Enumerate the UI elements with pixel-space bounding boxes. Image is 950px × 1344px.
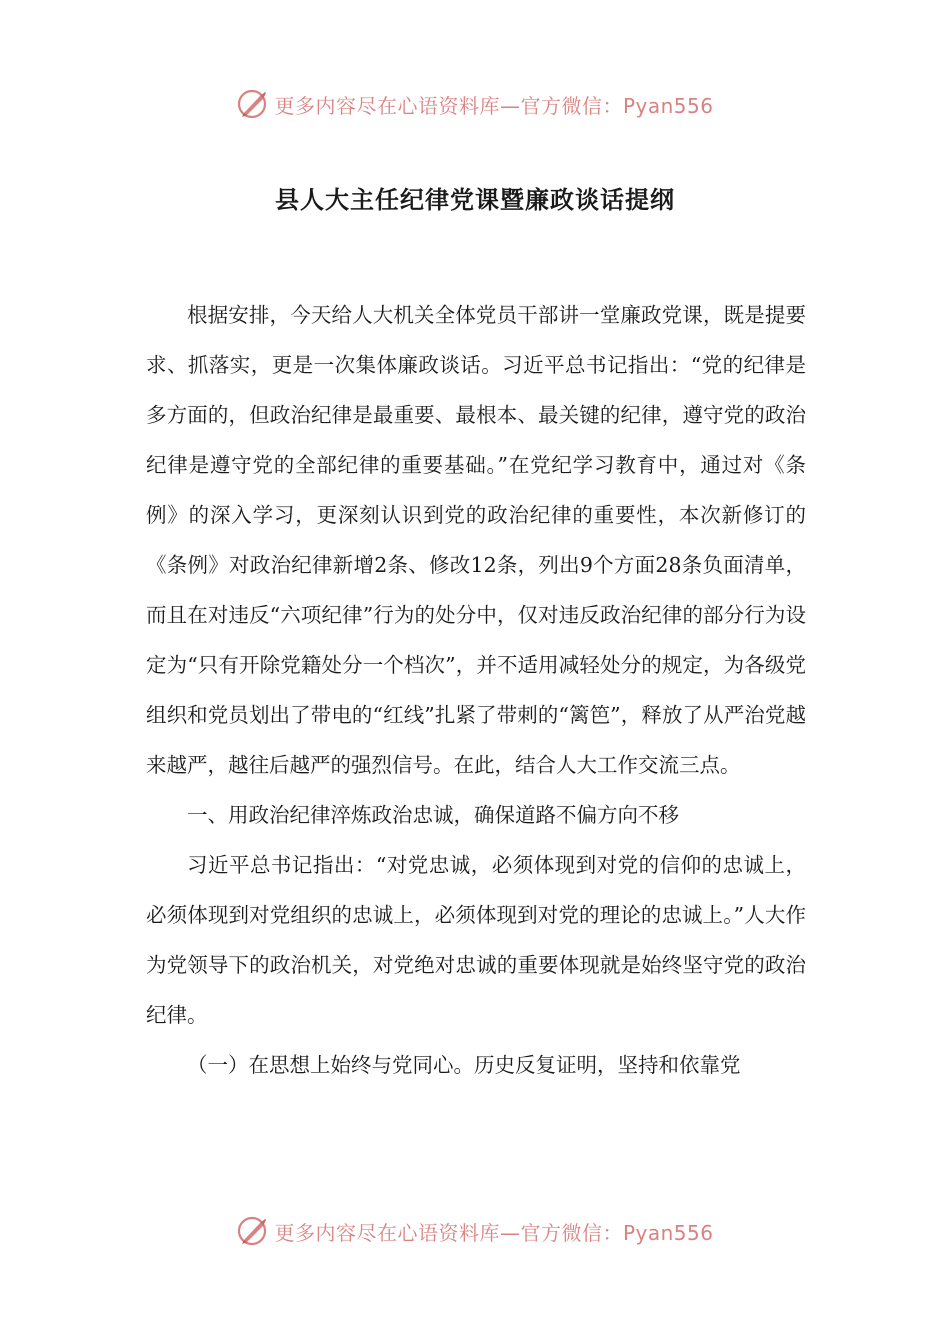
watermark-text: 更多内容尽在心语资料库—官方微信：Pyan556 (274, 93, 714, 118)
document-title: 县人大主任纪律党课暨廉政谈话提纲 (275, 185, 675, 214)
body-paragraph: 习近平总书记指出：“对党忠诚，必须体现到对党的信仰的忠诚上，必须体现到对党组织的忠诚上，必须体现到对党的理论的忠诚上。”人大作为党领导下的政治机关，对党绝对忠诚的重要体现就是始终坚守党的政治纪律。 (146, 853, 806, 1027)
body-paragraph: 根据安排，今天给人大机关全体党员干部讲一堂廉政党课，既是提要求、抓落实，更是一次集体廉政谈话。习近平总书记指出：“党的纪律是多方面的，但政治纪律是最重要、最根本、最关键的纪律，遵守党的政治纪律是遵守党的全部纪律的重要基础。”在党纪学习教育中，通过对《条例》的深入学习，更深刻认识到党的政治纪律的重要性，本次新修订的《条例》对政治纪律新增2条、修改12条，列出9个方面28条负面清单，而且在对违反“六项纪律”行为的处分中，仅对违反政治纪律的部分行为设定为“只有开除党籍处分一个档次”，并不适用减轻处分的规定，为各级党组织和党员划出了带电的“红线”扎紧了带刺的“篱笆”，释放了从严治党越来越严，越往后越严的强烈信号。在此，结合人大工作交流三点。 (146, 303, 806, 777)
pen-logo-icon (236, 1214, 270, 1248)
subsection-paragraph: （一）在思想上始终与党同心。历史反复证明，坚持和依靠党 (187, 1053, 741, 1077)
footer-watermark (0, 1211, 950, 1251)
header-watermark (0, 84, 950, 124)
watermark-text: 更多内容尽在心语资料库—官方微信：Pyan556 (274, 1220, 714, 1245)
document-body (146, 290, 806, 1090)
section-heading: 一、用政治纪律淬炼政治忠诚，确保道路不偏方向不移 (187, 803, 679, 827)
pen-logo-icon (236, 87, 270, 121)
